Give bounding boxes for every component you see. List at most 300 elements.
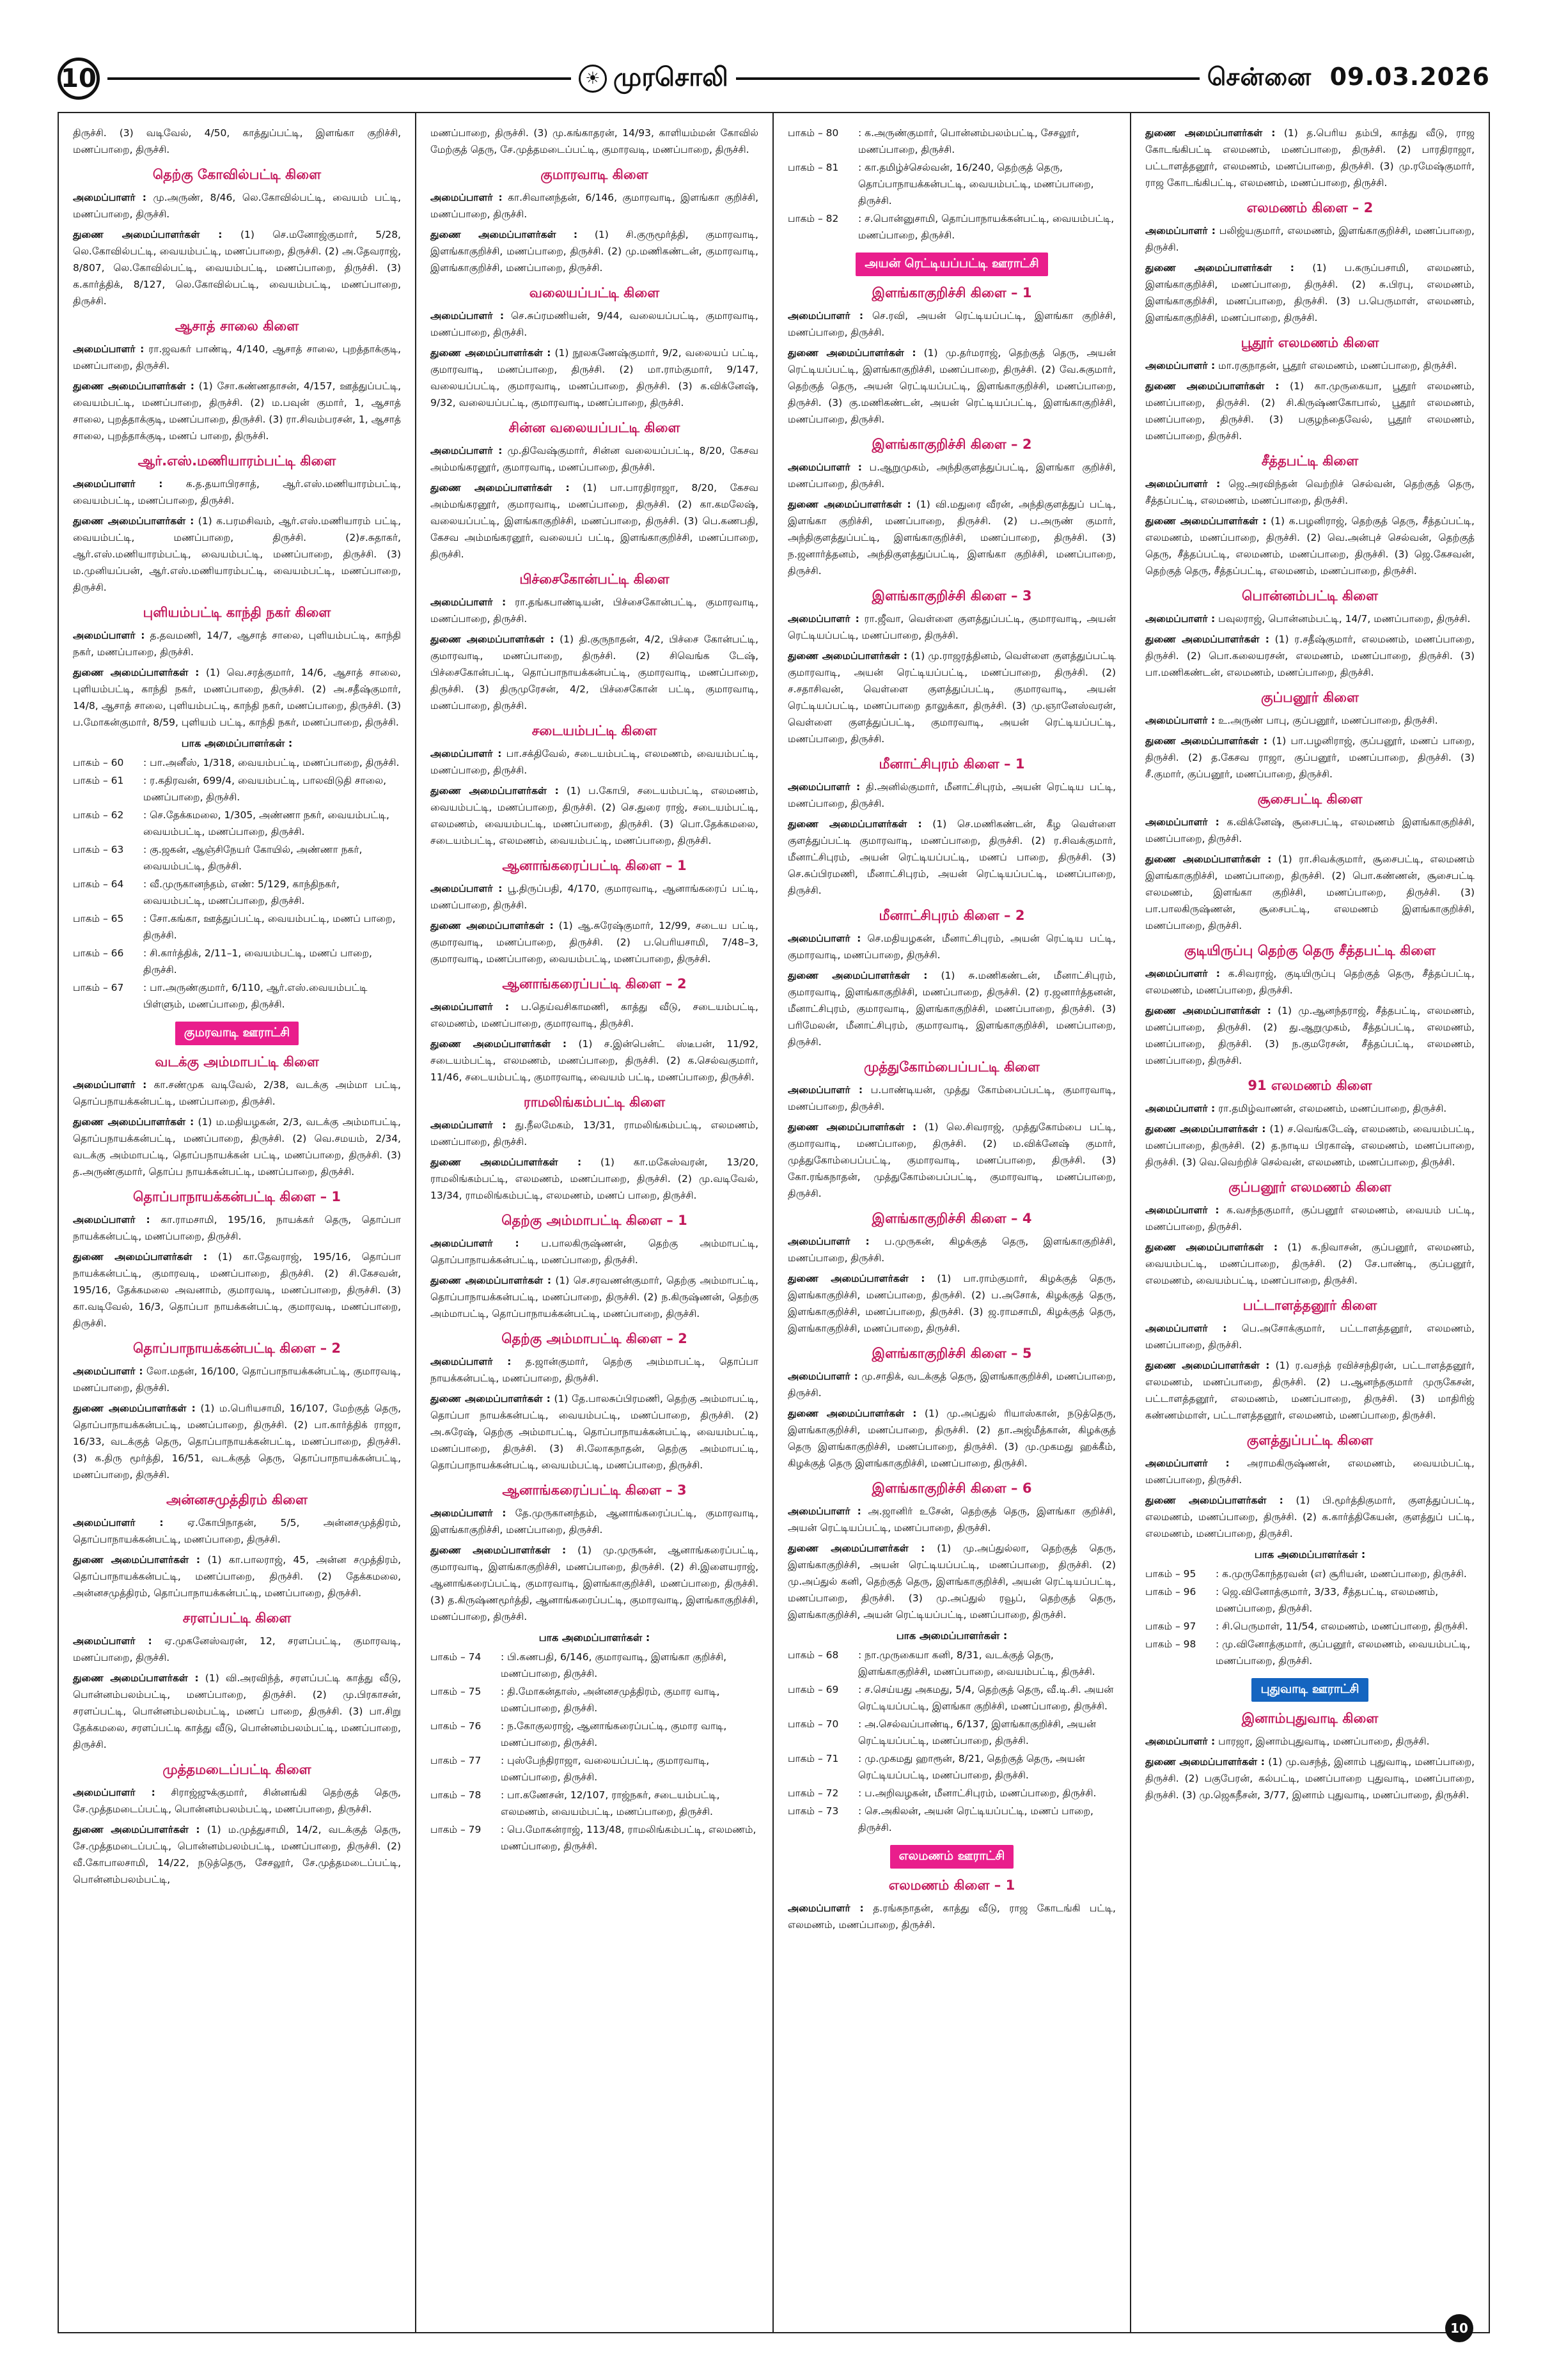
booth-details: : ஜெ.வினோத்குமார், 3/33, சீத்தபட்டி, எலமணம், மணப்பாறை, திருச்சி. (1216, 1586, 1439, 1614)
role-label: அமைப்பாளர் : (430, 883, 503, 894)
booth-entry (1145, 1566, 1475, 1582)
role-label: துணை அமைப்பாளர்கள் : (788, 1121, 917, 1133)
paragraph-text: (1) ஆ.சுரேஷ்குமார், 12/99, சடைய பட்டி, குமாரவாடி, மணப்பாறை, திருச்சி. (2) ப.பெரியசாமி, 7/48–3, குமாரவாடி, மணப்பாறை, வையம்பட்டி, மணப்பாறை, திருச்சி. (430, 920, 758, 965)
booth-entry (73, 876, 401, 909)
booth-label: பாகம் – 62 (73, 809, 124, 821)
text-paragraph (73, 513, 401, 596)
paragraph-text: ப.முருகன், கிழக்குத் தெரு, இளங்காகுறிச்சி, மணப்பாறை, திருச்சி. (788, 1236, 1116, 1264)
page-number: 10 (61, 64, 97, 93)
paragraph-text: க.விக்னேஷ், சூசைபட்டி, எலமணம் இளங்காகுறிச்சி, மணப்பாறை, திருச்சி. (1145, 816, 1475, 844)
booth-entry (1145, 1583, 1475, 1617)
paragraph-text: (1) தே.பாலசுப்பிரமணி, தெற்கு அம்மாபட்டி, தொப்பா நாயக்கன்பட்டி, வையம்பட்டி, மணப்பாறை, திருச்சி. (2) அ.சுரேஷ், தெற்கு அம்மாபட்டி, தொப்பாநாயக்கன்பட்டி, வையம்பட்டி, மணப்பாறை, திருச்சி. (3) சி.லோகநாதன், தெற்கு அம்மாபட்டி, தொப்பாநாயக்கன்பட்டி, வையம்பட்டி, மணப்பாறை, திருச்சி. (430, 1393, 758, 1471)
booth-details: : பா.அனீஸ், 1/318, வையம்பட்டி, மணப்பாறை, திருச்சி. (143, 757, 400, 768)
section-heading: அன்னசமுத்திரம் கிளை (166, 1492, 308, 1507)
text-paragraph (788, 1368, 1116, 1401)
text-paragraph (73, 341, 401, 374)
booth-details: : பெ.மோகன்ராஜ், 113/48, ராமலிங்கம்பட்டி, எலமணம், மணப்பாறை, திருச்சி. (501, 1824, 756, 1852)
role-label: துணை அமைப்பாளர்கள் : (1145, 1241, 1278, 1253)
subsection-heading: பாக அமைப்பாளர்கள் : (896, 1629, 1008, 1642)
role-label: அமைப்பாளர் : (73, 478, 163, 490)
role-label: அமைப்பாளர் : (1145, 478, 1221, 490)
paragraph-text: (1) ர.சதீஷ்குமார், எலமணம், மணப்பாறை, திருச்சி. (2) பொ.கலையரசன், எலமணம், மணப்பாறை, திருச்சி. (3) பா.மணிகண்டன், எலமணம், மணப்பாறை, திருச்சி. (1145, 634, 1475, 678)
page-number-badge (58, 58, 100, 100)
role-label: அமைப்பாளர் : (73, 1079, 147, 1091)
section-heading: இளங்காகுறிச்சி கிளை – 4 (872, 1211, 1032, 1226)
text-paragraph (1145, 1754, 1475, 1803)
paragraph-text: (1) ரா.சிவக்குமார், சூசைபட்டி, எலமணம் இளங்காகுறிச்சி, மணப்பாறை, திருச்சி. (2) பொ.கண்ணன், சூசைபட்டி எலமணம், இளங்கா குறிச்சி, மணப்பாறை, திருச்சி. (3) பா.பாலகிருஷ்ணன், சூசைபட்டி, எலமணம் இளங்காகுறிச்சி, மணப்பாறை, திருச்சி. (1145, 853, 1475, 931)
paragraph-text: (1) ம.பெரியசாமி, 16/107, மேற்குத் தெரு, தொப்பாநாயக்கன்பட்டி, மணப்பாறை, திருச்சி. (2) பா.கார்த்திக் ராஜா, 16/33, வடக்குத் தெரு, தொப்பாநாயக்கன்பட்டி, மணப்பாறை, திருச்சி. (3) க.திரு மூர்த்தி, 16/51, வடக்குத் தெரு, தொப்பாநாயக்கன்பட்டி, மணப்பாறை, திருச்சி. (73, 1403, 401, 1481)
paragraph-text: (1) பா.பாரதிராஜா, 8/20, கேசவ அம்மங்கரனூர், குமாரவாடி, மணப்பாறை, திருச்சி. (2) கா.கமலேஷ், வலையப்பட்டி, இளங்காகுறிச்சி, மணப்பாறை, திருச்சி. (3) பெ.கணபதி, கேசவ அம்மங்கரனூர், வலையப் பட்டி, இளங்காகுறிச்சி, மணப்பாறை, திருச்சி. (430, 482, 759, 560)
booth-label: பாகம் – 75 (430, 1686, 482, 1697)
text-paragraph (1145, 222, 1475, 256)
section-heading: வடக்கு அம்மாபட்டி கிளை (155, 1054, 319, 1069)
role-label: துணை அமைப்பாளர்கள் : (1145, 127, 1276, 139)
booth-details: : செ.தேக்கமலை, 1/305, அண்ணா நகர், வையம்பட்டி, வையம்பட்டி, மணப்பாறை, திருச்சி. (143, 809, 389, 837)
booth-entry (73, 945, 401, 978)
paragraph-text: (1) ச.இன்பென்ட் ஸ்டீபன், 11/92, சடையம்பட்டி, எலமணம், மணப்பாறை, திருச்சி. (2) க.செல்வகுமார், 11/46, சடையம்பட்டி, குமாரவாடி, வையம் பட்டி, மணப்பாறை, திருச்சி. (430, 1038, 758, 1083)
panchayat-banner: எலமணம் ஊராட்சி (890, 1845, 1014, 1869)
role-label: துணை அமைப்பாளர்கள் : (788, 347, 916, 359)
section-heading: புளியம்பட்டி காந்தி நகர் கிளை (143, 605, 331, 620)
text-paragraph (73, 226, 401, 309)
section-heading: எலமணம் கிளை – 2 (1246, 200, 1374, 215)
role-label: துணை அமைப்பாளர்கள் : (430, 229, 578, 240)
paragraph-text: ப.ஆறுமுகம், அந்திகுளத்துப்பட்டி, இளங்கா குறிச்சி, மணப்பாறை, திருச்சி. (788, 462, 1116, 490)
paragraph-text: செ.ரவி, அயன் ரெட்டியப்பட்டி, இளங்கா குறிச்சி, மணப்பாறை, திருச்சி. (788, 310, 1116, 338)
role-label: அமைப்பாளர் : (430, 1356, 512, 1367)
paragraph-text: (1) கா.முருகையா, பூதூர் எலமணம், மணப்பாறை, திருச்சி. (2) சி.கிருஷ்ணகோபால், பூதூர் எலமணம், மணப்பாறை, திருச்சி. (3) பகுழந்தைவேல், பூதூர் எலமணம், மணப்பாறை, திருச்சி. (1145, 380, 1475, 442)
text-paragraph (430, 1154, 758, 1204)
text-paragraph (430, 917, 758, 967)
text-paragraph (430, 1036, 758, 1085)
role-label: அமைப்பாளர் : (430, 445, 503, 456)
text-paragraph (73, 1633, 401, 1666)
booth-entry (430, 1718, 758, 1751)
text-paragraph (430, 1542, 758, 1625)
booth-label: பாகம் – 95 (1145, 1568, 1196, 1580)
panchayat-banner: அயன் ரெட்டியப்பட்டி ஊராட்சி (856, 253, 1047, 276)
subsection-heading: பாக அமைப்பாளர்கள் : (181, 737, 293, 749)
paragraph-text: ரா.ஜவகர் பாண்டி, 4/140, ஆசாத் சாலை, புறத்தாக்குடி, மணப்பாறை, திருச்சி. (73, 343, 401, 371)
section-heading: ஆர்.எஸ்.மணியாரம்பட்டி கிளை (137, 453, 336, 469)
booth-entry (788, 1785, 1116, 1801)
paragraph-text: (1) செ.மனோஜ்குமார், 5/28, லெ.கோவில்பட்டி, வையம்பட்டி, மணப்பாறை, திருச்சி. (2) அ.தேவராஜ், 8/807, லெ.கோவில்பட்டி, வையம்பட்டி, மணப்பாறை, திருச்சி. (3) க.கார்த்திக், 8/127, லெ.கோவில்பட்டி, வையம்பட்டி, மணப்பாறை, திருச்சி. (73, 229, 401, 307)
edition-date: 09.03.2026 (1329, 63, 1490, 91)
footer-page-number-badge (1445, 2314, 1473, 2342)
role-label: அமைப்பாளர் : (430, 192, 503, 203)
booth-details: : நா.முருகையா கனி, 8/31, வடக்குத் தெரு, இளங்காகுறிச்சி, மணப்பாறை, வையம்பட்டி, திருச்சி. (858, 1649, 1095, 1677)
booth-entry (788, 210, 1116, 244)
section-heading: மீனாட்சிபுரம் கிளை – 2 (879, 908, 1025, 923)
text-paragraph (788, 648, 1116, 747)
paragraph-text: (1) மு.ஆனந்தராஜ், சீத்தபட்டி, எலமணம், மணப்பாறை, திருச்சி. (2) து.ஆறுமுகம், சீத்தப்பட்டி, எலமணம், மணப்பாறை, திருச்சி. (3) ந.குமரேசன், சீத்தப்பட்டி, எலமணம், மணப்பாறை, திருச்சி. (1145, 1005, 1475, 1066)
panchayat-banner: குமரவாடி ஊராட்சி (175, 1022, 299, 1045)
booth-label: பாகம் – 78 (430, 1789, 482, 1801)
role-label: துணை அமைப்பாளர்கள் : (1145, 1495, 1283, 1506)
text-paragraph (430, 880, 758, 914)
paragraph-text: தி.அனில்குமார், மீனாட்சிபுரம், அயன் ரெட்டிய பட்டி, மணப்பாறை, திருச்சி. (788, 781, 1116, 809)
text-paragraph (788, 1900, 1116, 1933)
paragraph-text: (1) மு.அப்துல் ரியாஸ்கான், நடுத்தெரு, இளங்காகுறிச்சி, மணப்பாறை, திருச்சி. (2) தா.அஜ்மீத்கான், கிழக்குத் தெரு இளங்காகுறிச்சி, மணப்பாறை, திருச்சி. (3) மு.முகமது ஹக்கீம், கிழக்குத் தெரு இளங்காகுறிச்சி, மணப்பாறை, திருச்சி. (788, 1408, 1116, 1469)
text-paragraph (1145, 357, 1475, 374)
column-3 (774, 113, 1131, 2332)
booth-details: : மு.முகமது ஹாரூன், 8/21, தெற்குத் தெரு, அயன் ரெட்டியப்பட்டி, மணப்பாறை, திருச்சி. (858, 1753, 1085, 1781)
text-paragraph (430, 307, 758, 341)
section-heading: சரளப்பட்டி கிளை (182, 1610, 292, 1626)
text-paragraph (1145, 1357, 1475, 1424)
booth-label: பாகம் – 73 (788, 1805, 839, 1817)
role-label: துணை அமைப்பாளர்கள் : (788, 1408, 917, 1419)
paragraph-text: (1) க.பரமசிவம், ஆர்.எஸ்.மணியாரம் பட்டி, வையம்பட்டி, மணப்பாறை, திருச்சி. (2)ச.சுதாகர், ஆர்.எஸ்.மணியாரம்பட்டி, வையம்பட்டி, மணப்பாறை, திருச்சி. (3) ம.முனியப்பன், ஆர்.எஸ்.மணியாரம்பட்டி, வையம்பட்டி, மணப்பாறை, திருச்சி. (73, 515, 402, 593)
text-paragraph (430, 1353, 758, 1387)
text-paragraph (1145, 1492, 1475, 1542)
paragraph-text: (1) க.பழனிராஜ், தெற்குத் தெரு, சீத்தப்பட்டி, எலமணம், மணப்பாறை, திருச்சி. (2) வெ.அன்புச் செல்வன், தெற்குத் தெரு, சீத்தப்பட்டி, எலமணம், மணப்பாறை, திருச்சி. (3) ஜெ.கேசவன், தெற்குத் தெரு, சீத்தப்பட்டி, எலமணம், மணப்பாறை, திருச்சி. (1145, 515, 1475, 577)
section-heading: குடியிருப்பு தெற்கு தெரு சீத்தபட்டி கிளை (1184, 943, 1436, 958)
text-paragraph (430, 1390, 758, 1474)
text-paragraph (430, 1505, 758, 1538)
paragraph-text: து.நீலமேகம், 13/31, ராமலிங்கம்பட்டி, எலமணம், மணப்பாறை, திருச்சி. (430, 1119, 758, 1147)
paragraph-text: (1) நூலகணேஷ்குமார், 9/2, வலையப் பட்டி, குமாரவாடி, மணப்பாறை, திருச்சி. (2) மா.ராம்குமார், 9/147, வலையப்பட்டி, குமாரவாடி, மணப்பாறை, திருச்சி. (3) க.விக்னேஷ், 9/32, வலையப்பட்டி, குமாரவாடி, மணப்பாறை, திருச்சி. (430, 347, 758, 408)
booth-entry (788, 1647, 1116, 1680)
role-label: அமைப்பாளர் : (788, 1084, 863, 1096)
booth-entry (430, 1752, 758, 1785)
role-label: அமைப்பாளர் : (1145, 1204, 1219, 1216)
paragraph-text: திருச்சி. (3) வடிவேல், 4/50, காத்துப்பட்டி, இளங்கா குறிச்சி, மணப்பாறை, திருச்சி. (73, 127, 401, 155)
booth-entry (1145, 1618, 1475, 1635)
section-heading: ஆசாத் சாலை கிளை (175, 318, 299, 334)
paragraph-text: ஏ.கோபிநாதன், 5/5, அன்னசமுத்திரம், தொப்பாநாயக்கன்பட்டி, மணப்பாறை, திருச்சி. (73, 1517, 401, 1545)
header-rule-left (107, 77, 571, 80)
text-paragraph (1145, 1733, 1475, 1750)
paragraph-text: (1) மு.முருகன், ஆனாங்கரைப்பட்டி, குமாரவாடி, இளங்காகுறிச்சி, மணப்பாறை, திருச்சி. (2) சி.இளையராஜ், ஆனாங்கரைப்பட்டி, குமாரவாடி, இளங்காகுறிச்சி, மணப்பாறை, திருச்சி. (3) த.கிருஷ்ணமூர்த்தி, ஆனாங்கரைப்பட்டி, குமாரவாடி, இளங்காகுறிச்சி, மணப்பாறை, திருச்சி. (430, 1544, 759, 1622)
paragraph-text: உ.அருண் பாபு, குப்பனூர், மணப்பாறை, திருச்சி. (1218, 715, 1438, 726)
subsection-heading: பாக அமைப்பாளர்கள் : (538, 1631, 650, 1644)
role-label: துணை அமைப்பாளர்கள் : (430, 1038, 567, 1050)
paragraph-text: ஏ.முகனேஸ்வரன், 12, சரளப்பட்டி, குமாரவடி, மணப்பாறை, திருச்சி. (73, 1635, 401, 1663)
page-header (58, 56, 1490, 101)
role-label: அமைப்பாளர் : (73, 1365, 143, 1377)
paragraph-text: செ.மதியழகன், மீனாட்சிபுரம், அயன் ரெட்டிய பட்டி, குமாரவாடி, மணப்பாறை, திருச்சி. (788, 933, 1116, 961)
paragraph-text: (1) வி.அரவிந்த், சரளப்பட்டி காத்து வீடு, பொன்னம்பலம்பட்டி, மணப்பாறை, திருச்சி. (2) மு.பிரகாசன், சரளப்பட்டி, பொன்னம்பலம்பட்டி, மணப் பாறை, திருச்சி. (3) பா.சிறு தேக்கமலை, சரளப்பட்டி காத்து வீடு, பொன்னம்பலம்பட்டி, மணப்பாறை, திருச்சி. (73, 1672, 401, 1750)
paragraph-text: த.ரங்கநாதன், காத்து வீடு, ராஜ கோடங்கி பட்டி, எலமணம், மணப்பாறை, திருச்சி. (788, 1902, 1116, 1931)
paragraph-text: (1) சு.மணிகண்டன், மீனாட்சிபுரம், குமாரவாடி, இளங்காகுறிச்சி, மணப்பாறை, திருச்சி. (2) ர.ஜனார்த்தனன், மீனாட்சிபுரம், குமாரவாடி, இளங்காகுறிச்சி, மணப்பாறை, திருச்சி. (3) பரிமேலன், மீனாட்சிபுரம், குமாரவாடி, இளங்காகுறிச்சி, மணப்பாறை, திருச்சி. (788, 970, 1116, 1048)
paragraph-text: பவுலராஜ், பொன்னம்பட்டி, 14/7, மணப்பாறை, திருச்சி. (1218, 613, 1471, 625)
booth-details: : பா.கணேசன், 12/107, ராஜ்நகர், சடையம்பட்டி, எலமணம், வையம்பட்டி, மணப்பாறை, திருச்சி. (501, 1789, 720, 1817)
booth-details: : ர.கதிரவன், 699/4, வையம்பட்டி, பாலவிடுதி சாலை, மணப்பாறை, திருச்சி. (143, 775, 387, 803)
section-heading: தெற்கு கோவில்பட்டி கிளை (152, 167, 322, 182)
paragraph-text: (1) ப.கோபி, சடையம்பட்டி, எலமணம், வையம்பட்டி, மணப்பாறை, திருச்சி. (2) செ.துரை ராஜ், சடையம்பட்டி, எலமணம், வையம்பட்டி, மணப்பாறை, திருச்சி. (3) பொ.தேக்கமலை, சடையம்பட்டி, எலமணம், வையம்பட்டி, மணப்பாறை, திருச்சி. (430, 785, 758, 846)
role-label: துணை அமைப்பாளர்கள் : (1145, 1005, 1271, 1016)
booth-details: : ச.பொன்னுசாமி, தொப்பாநாயக்கன்பட்டி, வையம்பட்டி, மணப்பாறை, திருச்சி. (858, 213, 1115, 241)
role-label: அமைப்பாளர் : (430, 1238, 519, 1249)
role-label: அமைப்பாளர் : (788, 1505, 861, 1517)
section-heading: பட்டாளத்தனூர் கிளை (1242, 1298, 1377, 1313)
paragraph-text: ரா.தங்கபாண்டியன், பிச்சைகோன்பட்டி, குமாரவாடி, மணப்பாறை, திருச்சி. (430, 596, 758, 625)
paragraph-text: (1) பி.மூர்த்திகுமார், குளத்துப்பட்டி, எலமணம், மணப்பாறை, திருச்சி. (2) க.கார்த்திகேயன், குளத்துப் பட்டி, எலமணம், மணப்பாறை, திருச்சி. (1145, 1495, 1475, 1539)
role-label: துணை அமைப்பாளர்கள் : (788, 650, 908, 662)
text-paragraph (430, 594, 758, 627)
text-paragraph (73, 664, 401, 731)
text-paragraph (1145, 631, 1475, 681)
section-heading: சின்ன வலையப்பட்டி கிளை (508, 420, 680, 435)
booth-label: பாகம் – 66 (73, 947, 124, 959)
paragraph-text: (1) மு.தர்மராஜ், தெற்குத் தெரு, அயன் ரெட்டியப்பட்டி, இளங்காகுறிச்சி, மணப்பாறை, திருச்சி. (2) வே.சுகுமார், தெற்குத் தெரு, அயன் ரெட்டியப்பட்டி, இளங்காகுறிச்சி, மணப்பாறை, திருச்சி. (3) கு.மணிகண்டன், அயன் ரெட்டியப்பட்டி, இளங்காகுறிச்சி, மணப்பாறை, திருச்சி. (788, 347, 1116, 425)
section-heading: தொப்பாநாயக்கன்பட்டி கிளை – 1 (132, 1189, 341, 1204)
role-label: அமைப்பாளர் : (73, 1635, 152, 1647)
text-paragraph (788, 1233, 1116, 1266)
booth-details: : சி.பெருமாள், 11/54, எலமணம், மணப்பாறை, திருச்சி. (1216, 1621, 1468, 1632)
role-label: துணை அமைப்பாளர்கள் : (788, 1543, 925, 1554)
booth-entry (430, 1821, 758, 1855)
panchayat-banner: புதுவாடி ஊராட்சி (1251, 1678, 1368, 1702)
text-paragraph (1145, 712, 1475, 729)
text-paragraph (1145, 125, 1475, 191)
role-label: துணை அமைப்பாளர்கள் : (73, 1403, 196, 1414)
booth-details: : செ.அகிலன், அயன் ரெட்டியப்பட்டி, மணப் பாறை, திருச்சி. (858, 1805, 1093, 1833)
booth-label: பாகம் – 63 (73, 844, 124, 855)
text-paragraph (1145, 814, 1475, 847)
edition-info (1207, 63, 1490, 95)
text-paragraph (1145, 1002, 1475, 1069)
text-paragraph (430, 999, 758, 1032)
booth-label: பாகம் – 70 (788, 1718, 839, 1730)
booth-details: : கு.ஜகன், ஆஞ்சிநேயர் கோயில், அண்ணா நகர், வையம்பட்டி, திருச்சி. (143, 844, 363, 872)
text-paragraph (788, 307, 1116, 341)
booth-details: : கா.தமிழ்ச்செல்வன், 16/240, தெற்குத் தெரு, தொப்பாநாயக்கன்பட்டி, வையம்பட்டி, மணப்பாறை, திருச்சி. (858, 162, 1094, 206)
paragraph-text: (1) வி.மதுரை வீரன், அந்திகுளத்துப் பட்டி, இளங்கா குறிச்சி, மணப்பாறை, திருச்சி. (2) ப.அருண் குமார், அந்திகுளத்துப்பட்டி, இளங்காகுறிச்சி, மணப்பாறை, திருச்சி. (3) ந.ஜனார்த்தனம், அந்திகுளத்துப்பட்டி, இளங்கா குறிச்சி, மணப்பாறை, திருச்சி. (788, 499, 1116, 577)
paragraph-text: (1) ம.மதியழகன், 2/3, வடக்கு அம்மாபட்டி, தொப்பநாயக்கன்பட்டி, மணப்பாறை, திருச்சி. (2) வெ.சமயம், 2/34, வடக்கு அம்மாபட்டி, தொப்பநாயக்கன் பட்டி, மணப்பாறை, திருச்சி. (3) த.அருண்குமார், தொப்ப நாயக்கன்பட்டி, மணப்பாறை, திருச்சி. (73, 1116, 401, 1178)
text-paragraph (788, 496, 1116, 579)
paragraph-text: கா.சண்முக வடிவேல், 2/38, வடக்கு அம்மா பட்டி, தொப்பநாயக்கன்பட்டி, மணப்பாறை, திருச்சி. (73, 1079, 401, 1107)
text-paragraph (1145, 733, 1475, 782)
role-label: துணை அமைப்பாளர்கள் : (73, 515, 194, 527)
paragraph-text: (1) மு.வசந்த், இனாம் புதுவாடி, மணப்பாறை, திருச்சி. (2) பகுபேரன், கல்பட்டி, மணப்பாறை புதுவாடி, மணப்பாறை, திருச்சி. (3) மு.ஜெகநீசன், 3/77, இனாம் புதுவாடி, மணப்பாறை, திருச்சி. (1145, 1756, 1475, 1801)
role-label: அமைப்பாளர் : (73, 1787, 155, 1798)
text-paragraph (1145, 476, 1475, 509)
role-label: துணை அமைப்பாளர்கள் : (430, 1393, 551, 1404)
section-heading: எலமணம் கிளை – 1 (888, 1878, 1015, 1893)
text-paragraph (788, 967, 1116, 1050)
header-rule-right (736, 77, 1200, 80)
booth-entry (788, 125, 1116, 158)
role-label: துணை அமைப்பாளர்கள் : (73, 667, 200, 678)
paragraph-text: (1) பா.ராம்குமார், கிழக்குத் தெரு, இளங்காகுறிச்சி, மணப்பாறை, திருச்சி. (2) ப.அசோக், கிழக்குத் தெரு, இளங்காகுறிச்சி, மணப்பாறை, திருச்சி. (3) ஜ.ராமசாமி, கிழக்குத் தெரு, இளங்காகுறிச்சி, மணப்பாறை, திருச்சி. (788, 1273, 1116, 1334)
section-heading: இளங்காகுறிச்சி கிளை – 3 (872, 588, 1032, 603)
text-paragraph (73, 1114, 401, 1180)
role-label: துணை அமைப்பாளர்கள் : (73, 380, 194, 392)
section-heading: இளங்காகுறிச்சி கிளை – 5 (872, 1346, 1032, 1361)
role-label: துணை அமைப்பாளர்கள் : (1145, 1360, 1270, 1371)
text-paragraph (430, 125, 758, 158)
section-heading: சீத்தபட்டி கிளை (1261, 453, 1359, 469)
paragraph-text: பலிஜ்யகுமார், எலமணம், இளங்காகுறிச்சி, மணப்பாறை, திருச்சி. (1145, 225, 1475, 253)
role-label: அமைப்பாளர் : (788, 933, 861, 944)
section-heading: ஆனாங்கரைப்பட்டி கிளை – 2 (502, 976, 687, 992)
role-label: துணை அமைப்பாளர்கள் : (788, 970, 928, 981)
booth-label: பாகம் – 65 (73, 913, 124, 924)
booth-entry (1145, 1636, 1475, 1669)
section-heading: சடையம்பட்டி கிளை (531, 723, 657, 738)
text-paragraph (788, 611, 1116, 644)
edition-city: சென்னை (1207, 63, 1312, 91)
paragraph-text: ப.பாண்டியன், முத்து கோம்பைப்பட்டி, குமாரவாடி, மணப்பாறை, திருச்சி. (788, 1084, 1116, 1112)
paragraph-text: (1) கா.பாலராஜ், 45, அன்ன சமுத்திரம், தொப்பாநாயக்கன்பட்டி, மணப்பாறை, திருச்சி. (2) தேக்கமலை, அன்னசமுத்திரம், தொப்பாநாயக்கன்பட்டி, மணப்பாறை, திருச்சி. (73, 1554, 402, 1599)
booth-details: : தி.மோகன்தாஸ், அன்னசமுத்திரம், குமார வாடி, மணப்பாறை, திருச்சி. (501, 1686, 720, 1714)
masthead-brand (579, 63, 728, 95)
paragraph-text: (1) சோ.கண்ணதாசன், 4/157, ஊத்துப்பட்டி, வையம்பட்டி, மணப்பாறை, திருச்சி. (2) ம.பவுன் குமார், 1, ஆசாத் சாலை, புறத்தாக்குடி, மணப்பாறை, திருச்சி. (3) ரா.சிவம்பரசன், 1, ஆசாத் சாலை, புறத்தாக்குடி, மணப் பாறை, திருச்சி. (73, 380, 401, 442)
role-label: அமைப்பாளர் : (73, 1214, 150, 1225)
role-label: துணை அமைப்பாளர்கள் : (430, 482, 570, 494)
paragraph-text: க.த.தயாபிரசாத், ஆர்.எஸ்.மணியாரம்பட்டி, வையம்பட்டி, மணப்பாறை, திருச்சி. (73, 478, 401, 506)
role-label: அமைப்பாளர் : (1145, 715, 1216, 726)
role-label: அமைப்பாளர் : (788, 1236, 870, 1247)
paragraph-text: பா.சக்திவேல், சடையம்பட்டி, எலமணம், வையம்பட்டி, மணப்பாறை, திருச்சி. (430, 748, 759, 776)
text-paragraph (1145, 965, 1475, 999)
booth-entry (73, 807, 401, 840)
booth-details: : வீ.முருகானந்தம், எண்: 5/129, காந்திநகர், வையம்பட்டி, மணப்பாறை, திருச்சி. (143, 878, 340, 906)
booth-label: பாகம் – 74 (430, 1651, 482, 1663)
section-heading: மீனாட்சிபுரம் கிளை – 1 (879, 756, 1025, 772)
section-heading: பூதூர் எலமணம் கிளை (1241, 335, 1379, 350)
booth-details: : க.அருண்குமார், பொன்னம்பலம்பட்டி, சேசலூர், மணப்பாறை, திருச்சி. (858, 127, 1079, 155)
booth-details: : பி.கணபதி, 6/146, குமாரவாடி, இளங்கா குறிச்சி, மணப்பாறை, திருச்சி. (501, 1651, 727, 1679)
booth-label: பாகம் – 96 (1145, 1586, 1196, 1598)
booth-details: : க.முருகோந்தரவன் (எ) சூரியன், மணப்பாறை, திருச்சி. (1216, 1568, 1467, 1580)
role-label: அமைப்பாளர் : (788, 613, 859, 625)
text-paragraph (1145, 1202, 1475, 1235)
role-label: துணை அமைப்பாளர்கள் : (788, 1273, 925, 1284)
text-paragraph (1145, 1100, 1475, 1117)
paragraph-text: அராமகிருஷ்ணன், எலமணம், வையம்பட்டி, மணப்பாறை, திருச்சி. (1145, 1458, 1475, 1486)
paragraph-text: (1) செ.சரவணன்குமார், தெற்கு அம்மாபட்டி, தொப்பாநாயக்கன்பட்டி, மணப்பாறை, திருச்சி. (2) ந.கிருஷ்ணன், தெற்கு அம்மாபட்டி, தொப்பாநாயக்கன்பட்டி, மணப்பாறை, திருச்சி. (430, 1275, 758, 1319)
text-paragraph (1145, 513, 1475, 579)
booth-entry (73, 841, 401, 875)
text-paragraph (73, 189, 401, 222)
section-heading: ராமலிங்கம்பட்டி கிளை (523, 1094, 666, 1110)
text-paragraph (430, 442, 758, 476)
role-label: துணை அமைப்பாளர்கள் : (73, 1672, 199, 1684)
role-label: அமைப்பாளர் : (1145, 613, 1216, 625)
role-label: துணை அமைப்பாளர்கள் : (1145, 634, 1269, 645)
role-label: துணை அமைப்பாளர்கள் : (1145, 853, 1272, 865)
text-paragraph (1145, 378, 1475, 444)
booth-label: பாகம் – 76 (430, 1720, 482, 1732)
paragraph-text: (1) பா.பழனிராஜ், குப்பனூர், மணப் பாறை, திருச்சி. (2) த.கேசவ ராஜா, குப்பனூர், மணப்பாறை, திருச்சி. (3) சீ.குமார், குப்பனூர், மணப்பாறை, திருச்சி. (1145, 735, 1475, 780)
paragraph-text: தே.முருகானந்தம், ஆனாங்கரைப்பட்டி, குமாரவாடி, இளங்காகுறிச்சி, மணப்பாறை, திருச்சி. (430, 1507, 758, 1536)
role-label: அமைப்பாளர் : (430, 310, 505, 322)
role-label: துணை அமைப்பாளர்கள் : (430, 785, 559, 797)
text-paragraph (788, 1405, 1116, 1472)
paragraph-text: (1) த.பெரிய தம்பி, காத்து வீடு, ராஜ கோடங்கிபட்டி எலமணம், மணப்பாறை, திருச்சி. (2) பாரதிராஜா, பட்டாளத்தனூர், எலமணம், மணப்பாறை, திருச்சி. (3) மு.ரமேஷ்குமார், ராஜ கோடங்கிபட்டி, எலமணம், மணப்பாறை, திருச்சி. (1145, 127, 1475, 189)
booth-entry (73, 754, 401, 771)
role-label: அமைப்பாளர் : (1145, 225, 1216, 237)
role-label: துணை அமைப்பாளர்கள் : (1145, 1123, 1266, 1135)
text-paragraph (430, 479, 758, 563)
section-heading: தெற்கு அம்மாபட்டி கிளை – 1 (501, 1213, 687, 1228)
paragraph-text: (1) கா.தேவராஜ், 195/16, தொப்பா நாயக்கன்பட்டி, குமாரவடி, மணப்பாறை, திருச்சி. (2) சி.கேசவன், 195/16, தேக்கமலை அவனாம், குமாரவடி, மணப்பாறை, திருச்சி. (3) கா.வடிவேல், 16/3, தொப்பா நாயக்கன்பட்டி, குமாரவடி, மணப்பாறை, திருச்சி. (73, 1251, 402, 1329)
text-paragraph (788, 1540, 1116, 1623)
paragraph-text: (1) லெ.சிவராஜ், முத்துகோம்பை பட்டி, குமாரவாடி, மணப்பாறை, திருச்சி. (2) ம.விக்னேஷ் குமார், முத்துகோம்பைப்பட்டி, குமாரவாடி, மணப்பாறை, திருச்சி. (3) கோ.ரங்கநாதன், முத்துகோம்பைப்பட்டி, குமாரவாடி, மணப்பாறை, திருச்சி. (788, 1121, 1116, 1199)
booth-label: பாகம் – 81 (788, 162, 839, 173)
text-paragraph (788, 816, 1116, 899)
text-paragraph (1145, 1239, 1475, 1289)
booth-details: : சோ.கங்கா, ஊத்துப்பட்டி, வையம்பட்டி, மணப் பாறை, திருச்சி. (143, 913, 396, 941)
text-paragraph (73, 1363, 401, 1396)
paragraph-text: த.தவமணி, 14/7, ஆசாத் சாலை, புளியம்பட்டி, காந்தி நகர், மணப்பாறை, திருச்சி. (73, 630, 401, 658)
booth-details: : புஸ்பேந்திராஜா, வலையப்பட்டி, குமாரவாடி, மணப்பாறை, திருச்சி. (501, 1755, 710, 1783)
role-label: அமைப்பாளர் : (430, 1001, 510, 1013)
article-frame (58, 112, 1490, 2333)
paragraph-text: பாரஜா, இனாம்புதுவாடி, மணப்பாறை, திருச்சி. (1218, 1736, 1430, 1747)
section-heading: இளங்காகுறிச்சி கிளை – 1 (872, 285, 1032, 300)
text-paragraph (430, 189, 758, 222)
role-label: அமைப்பாளர் : (430, 1507, 506, 1519)
subsection-heading: பாக அமைப்பாளர்கள் : (1254, 1548, 1366, 1560)
booth-details: : மு.வினோத்குமார், குப்பனூர், எலமணம், வையம்பட்டி, மணப்பாறை, திருச்சி. (1216, 1638, 1471, 1667)
text-paragraph (788, 930, 1116, 963)
role-label: அமைப்பாளர் : (1145, 1736, 1216, 1747)
text-paragraph (1145, 1320, 1475, 1353)
text-paragraph (73, 1077, 401, 1110)
paragraph-text: (1) ம.முத்துசாமி, 14/2, வடக்குத் தெரு, சே.முத்தமடைப்பட்டி, பொன்னம்பலம்பட்டி, மணப்பாறை, திருச்சி. (2) வீ.கோபாலசாமி, 14/22, நடுத்தெரு, சேசலூர், சே.முத்தமடைப்பட்டி, பொன்னம்பலம்பட்டி, (73, 1824, 401, 1885)
role-label: அமைப்பாளர் : (788, 781, 861, 793)
role-label: அமைப்பாளர் : (1145, 1458, 1230, 1469)
role-label: துணை அமைப்பாளர்கள் : (430, 347, 551, 359)
section-heading: முத்தமடைப்பட்டி கிளை (162, 1762, 311, 1777)
role-label: அமைப்பாளர் : (73, 343, 145, 355)
paragraph-text: (1) வெ.சரத்குமார், 14/6, ஆசாத் சாலை, புளியம்பட்டி, காந்தி நகர், மணப்பாறை, திருச்சி. (2) அ.சதீஷ்குமார், 14/8, ஆசாத் சாலை, புளியம்பட்டி, காந்தி நகர், மணப்பாறை, திருச்சி. (3) ப.மோகன்குமார், 8/59, புளியம் பட்டி, காந்தி நகர், மணப்பாறை, திருச்சி. (73, 667, 401, 728)
paragraph-text: பெ.அசோக்குமார், பட்டாளத்தனூர், எலமணம், மணப்பாறை, திருச்சி. (1145, 1323, 1475, 1351)
column-1 (59, 113, 416, 2332)
section-heading: 91 எலமணம் கிளை (1248, 1078, 1372, 1093)
role-label: துணை அமைப்பாளர்கள் : (788, 818, 922, 830)
paragraph-text: கா.சிவானந்தன், 6/146, குமாரவாடி, இளங்கா குறிச்சி, மணப்பாறை, திருச்சி. (430, 192, 758, 220)
section-heading: சூசைபட்டி கிளை (1257, 791, 1363, 807)
text-paragraph (73, 476, 401, 509)
booth-label: பாகம் – 67 (73, 982, 124, 993)
paragraph-text: ரா.தமிழ்வாணன், எலமணம், மணப்பாறை, திருச்சி. (1218, 1103, 1447, 1114)
text-paragraph (788, 1119, 1116, 1202)
section-heading: பிச்சைகோன்பட்டி கிளை (519, 572, 670, 587)
booth-entry (430, 1787, 758, 1820)
text-paragraph (788, 779, 1116, 812)
role-label: துணை அமைப்பாளர்கள் : (430, 920, 554, 931)
booth-entry (788, 1750, 1116, 1784)
text-paragraph (73, 1670, 401, 1753)
role-label: அமைப்பாளர் : (1145, 1103, 1216, 1114)
text-paragraph (1145, 1121, 1475, 1171)
role-label: அமைப்பாளர் : (73, 630, 145, 641)
role-label: துணை அமைப்பாளர்கள் : (788, 499, 911, 510)
role-label: அமைப்பாளர் : (430, 748, 502, 759)
booth-label: பாகம் – 60 (73, 757, 124, 768)
paragraph-text: கா.ராமசாமி, 195/16, நாயக்கர் தெரு, தொப்பா நாயக்கன்பட்டி, மணப்பாறை, திருச்சி. (73, 1214, 401, 1242)
footer-page-number: 10 (1450, 2321, 1468, 2336)
paragraph-text: ஜெ.அரவிந்தன் வெற்றிச் செல்வன், தெற்குத் தெரு, சீத்தப்பட்டி, எலமணம், மணப்பாறை, திருச்சி. (1145, 478, 1475, 506)
text-paragraph (430, 745, 758, 779)
role-label: துணை அமைப்பாளர்கள் : (430, 634, 554, 645)
section-heading: பொன்னம்பட்டி கிளை (1242, 588, 1378, 603)
section-heading: குளத்துப்பட்டி கிளை (1246, 1433, 1374, 1448)
role-label: அமைப்பாளர் : (788, 462, 862, 473)
text-paragraph (73, 125, 401, 158)
booth-entry (788, 1803, 1116, 1836)
paragraph-text: (1) மு.அப்துல்லா, தெற்குத் தெரு, இளங்காகுறிச்சி, அயன் ரெட்டியப்பட்டி, மணப்பாறை, திருச்சி. (2) மு.அப்துல் கனி, தெற்குத் தெரு, இளங்காகுறிச்சி, அயன் ரெட்டியப்பட்டி, மணப்பாறை, திருச்சி. (3) மு.அப்துல் ரவூப், தெற்குத் தெரு, இளங்காகுறிச்சி, அயன் ரெட்டியப்பட்டி, மணப்பாறை, திருச்சி. (788, 1543, 1116, 1621)
paragraph-text: (1) ப.கருப்பசாமி, எலமணம், இளங்காகுறிச்சி, மணப்பாறை, திருச்சி. (2) சு.பிரபு, எலமணம், இளங்காகுறிச்சி, மணப்பாறை, திருச்சி. (3) ப.பெருமாள், எலமணம், இளங்காகுறிச்சி, மணப்பாறை, திருச்சி. (1145, 262, 1475, 323)
paragraph-text: மா.ரகுநாதன், பூதூர் எலமணம், மணப்பாறை, திருச்சி. (1218, 360, 1457, 371)
text-paragraph (73, 1248, 401, 1332)
section-heading: ஆனாங்கரைப்பட்டி கிளை – 3 (502, 1482, 687, 1498)
